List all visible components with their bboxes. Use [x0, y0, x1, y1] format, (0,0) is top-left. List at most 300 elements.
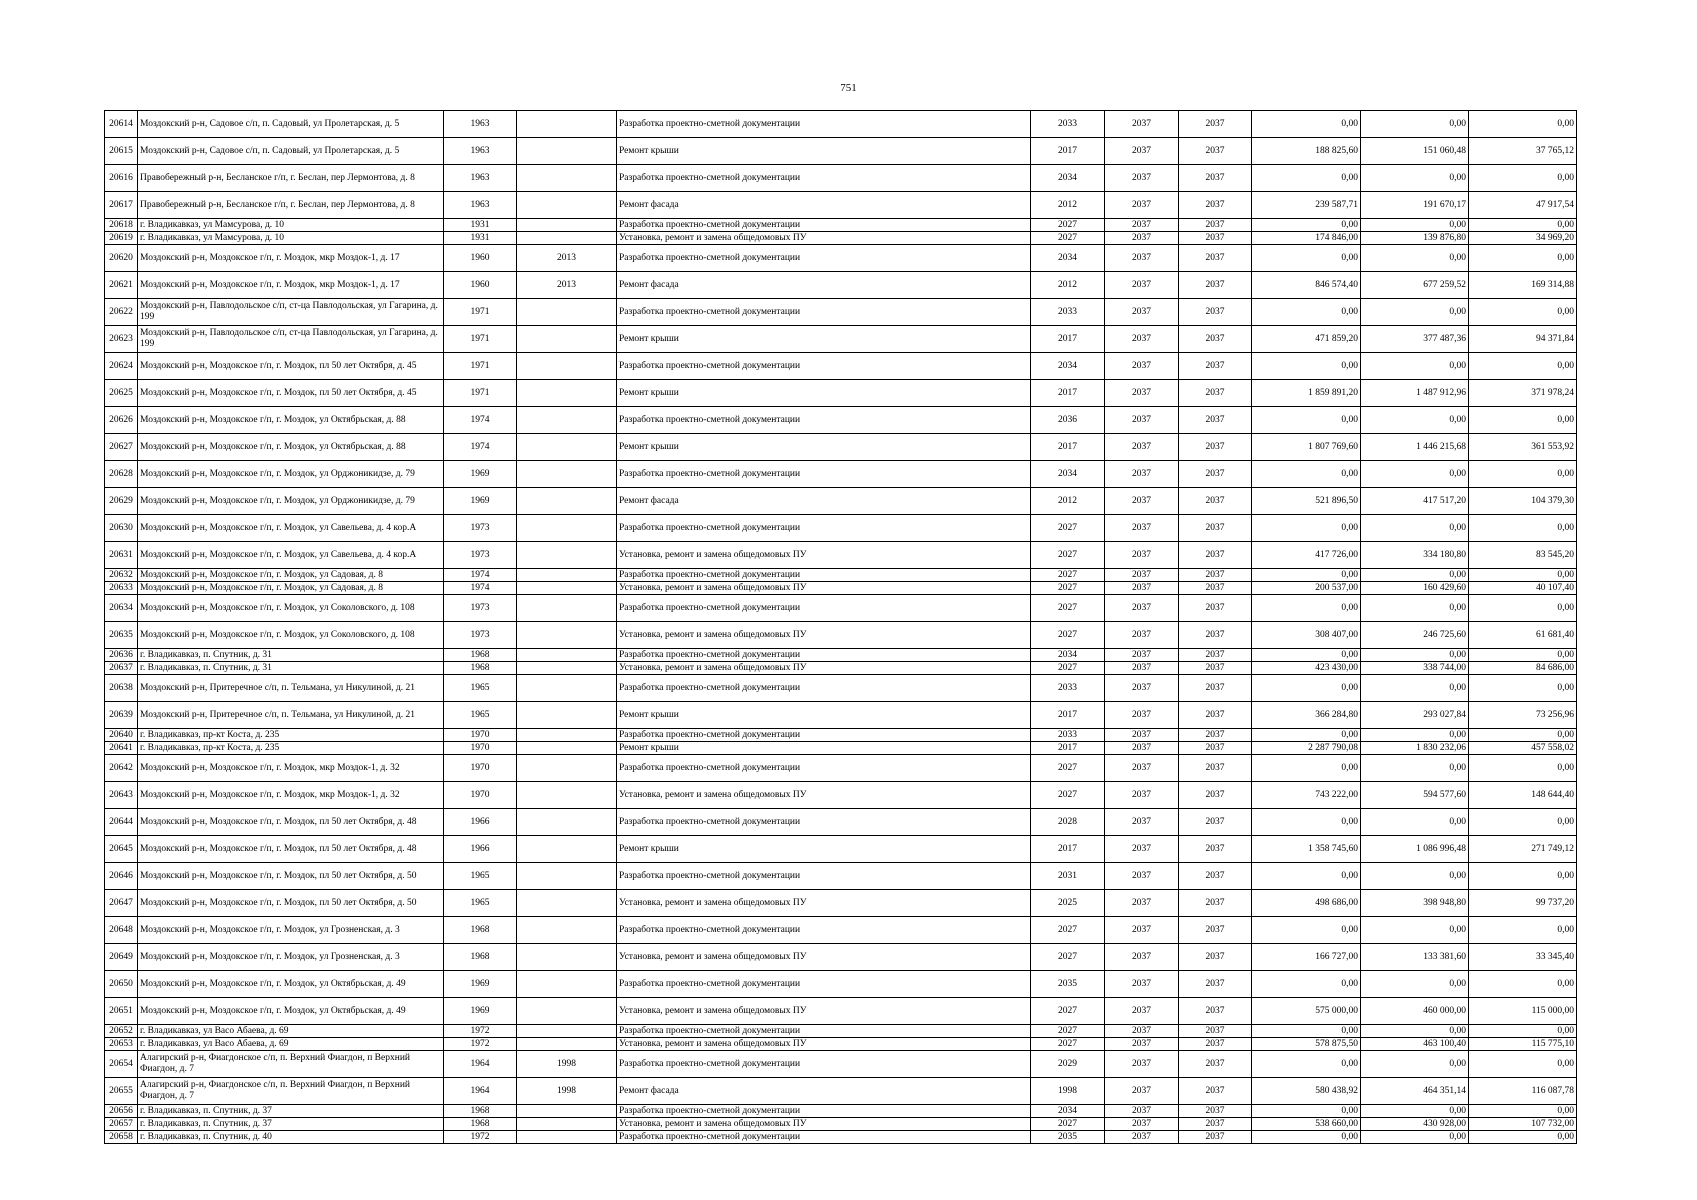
- work-type-cell: Установка, ремонт и замена общедомовых ПУ: [617, 232, 1031, 245]
- house-id-cell: 20620: [105, 245, 138, 272]
- reconstruction-year-cell: [517, 662, 617, 675]
- reconstruction-year-cell: [517, 299, 617, 326]
- planned-start-year-cell: 2037: [1105, 165, 1179, 192]
- last-repair-year-cell: 2012: [1031, 488, 1105, 515]
- other-funds-cell: 148 644,40: [1469, 782, 1577, 809]
- owners-funds-cell: 0,00: [1361, 1051, 1469, 1078]
- last-repair-year-cell: 2027: [1031, 998, 1105, 1025]
- other-funds-cell: 115 775,10: [1469, 1038, 1577, 1051]
- owners-funds-cell: 594 577,60: [1361, 782, 1469, 809]
- planned-end-year-cell: 2037: [1179, 917, 1252, 944]
- owners-funds-cell: 463 100,40: [1361, 1038, 1469, 1051]
- address-cell: Моздокский р-н, Моздокское г/п, г. Моздок, пл 50 лет Октября, д. 50: [138, 863, 444, 890]
- reconstruction-year-cell: [517, 434, 617, 461]
- work-type-cell: Установка, ремонт и замена общедомовых ПУ: [617, 782, 1031, 809]
- last-repair-year-cell: 2017: [1031, 138, 1105, 165]
- build-year-cell: 1971: [444, 353, 517, 380]
- house-id-cell: 20625: [105, 380, 138, 407]
- last-repair-year-cell: 2036: [1031, 407, 1105, 434]
- total-cost-cell: 0,00: [1252, 353, 1361, 380]
- last-repair-year-cell: 2031: [1031, 863, 1105, 890]
- table-row: [105, 488, 1577, 515]
- table-row: [105, 461, 1577, 488]
- total-cost-cell: 578 875,50: [1252, 1038, 1361, 1051]
- work-type-cell: Ремонт фасада: [617, 1078, 1031, 1105]
- work-type-cell: Установка, ремонт и замена общедомовых ПУ: [617, 998, 1031, 1025]
- planned-start-year-cell: 2037: [1105, 434, 1179, 461]
- table-row: [105, 863, 1577, 890]
- address-cell: Моздокский р-н, Павлодольское с/п, ст-ца Павлодольская, ул Гагарина, д. 199: [138, 326, 444, 353]
- last-repair-year-cell: 2027: [1031, 542, 1105, 569]
- other-funds-cell: 371 978,24: [1469, 380, 1577, 407]
- other-funds-cell: 0,00: [1469, 1025, 1577, 1038]
- build-year-cell: 1970: [444, 742, 517, 755]
- last-repair-year-cell: 2027: [1031, 782, 1105, 809]
- planned-start-year-cell: 2037: [1105, 729, 1179, 742]
- planned-end-year-cell: 2037: [1179, 890, 1252, 917]
- build-year-cell: 1969: [444, 998, 517, 1025]
- table-row: [105, 649, 1577, 662]
- total-cost-cell: 0,00: [1252, 407, 1361, 434]
- table-row: [105, 138, 1577, 165]
- planned-start-year-cell: 2037: [1105, 111, 1179, 138]
- table-row: [105, 944, 1577, 971]
- planned-start-year-cell: 2037: [1105, 232, 1179, 245]
- total-cost-cell: 0,00: [1252, 515, 1361, 542]
- table-row: [105, 165, 1577, 192]
- owners-funds-cell: 430 928,00: [1361, 1118, 1469, 1131]
- work-type-cell: Разработка проектно-сметной документации: [617, 1105, 1031, 1118]
- total-cost-cell: 200 537,00: [1252, 582, 1361, 595]
- address-cell: Моздокский р-н, Моздокское г/п, г. Моздок, мкр Моздок-1, д. 32: [138, 755, 444, 782]
- house-id-cell: 20637: [105, 662, 138, 675]
- build-year-cell: 1964: [444, 1078, 517, 1105]
- total-cost-cell: 0,00: [1252, 649, 1361, 662]
- other-funds-cell: 0,00: [1469, 515, 1577, 542]
- other-funds-cell: 0,00: [1469, 863, 1577, 890]
- last-repair-year-cell: 2034: [1031, 649, 1105, 662]
- address-cell: г. Владикавказ, п. Спутник, д. 37: [138, 1118, 444, 1131]
- last-repair-year-cell: 2027: [1031, 1038, 1105, 1051]
- address-cell: Моздокский р-н, Садовое с/п, п. Садовый, ул Пролетарская, д. 5: [138, 138, 444, 165]
- address-cell: Моздокский р-н, Моздокское г/п, г. Моздок, пл 50 лет Октября, д. 48: [138, 836, 444, 863]
- work-type-cell: Ремонт крыши: [617, 326, 1031, 353]
- table-row: [105, 434, 1577, 461]
- address-cell: г. Владикавказ, ул Васо Абаева, д. 69: [138, 1025, 444, 1038]
- other-funds-cell: 0,00: [1469, 675, 1577, 702]
- work-type-cell: Установка, ремонт и замена общедомовых ПУ: [617, 890, 1031, 917]
- planned-start-year-cell: 2037: [1105, 836, 1179, 863]
- total-cost-cell: 0,00: [1252, 461, 1361, 488]
- owners-funds-cell: 151 060,48: [1361, 138, 1469, 165]
- work-type-cell: Установка, ремонт и замена общедомовых ПУ: [617, 622, 1031, 649]
- house-id-cell: 20653: [105, 1038, 138, 1051]
- planned-end-year-cell: 2037: [1179, 998, 1252, 1025]
- build-year-cell: 1970: [444, 782, 517, 809]
- work-type-cell: Разработка проектно-сметной документации: [617, 863, 1031, 890]
- work-type-cell: Разработка проектно-сметной документации: [617, 595, 1031, 622]
- work-type-cell: Установка, ремонт и замена общедомовых ПУ: [617, 582, 1031, 595]
- reconstruction-year-cell: [517, 165, 617, 192]
- address-cell: Правобережный р-н, Бесланское г/п, г. Беслан, пер Лермонтова, д. 8: [138, 165, 444, 192]
- reconstruction-year-cell: [517, 1025, 617, 1038]
- total-cost-cell: 575 000,00: [1252, 998, 1361, 1025]
- work-type-cell: Разработка проектно-сметной документации: [617, 1131, 1031, 1144]
- planned-end-year-cell: 2037: [1179, 569, 1252, 582]
- work-type-cell: Разработка проектно-сметной документации: [617, 461, 1031, 488]
- address-cell: Моздокский р-н, Моздокское г/п, г. Моздок, ул Орджоникидзе, д. 79: [138, 488, 444, 515]
- owners-funds-cell: 0,00: [1361, 755, 1469, 782]
- planned-start-year-cell: 2037: [1105, 299, 1179, 326]
- reconstruction-year-cell: [517, 595, 617, 622]
- planned-end-year-cell: 2037: [1179, 1131, 1252, 1144]
- build-year-cell: 1931: [444, 219, 517, 232]
- table-row: [105, 326, 1577, 353]
- last-repair-year-cell: 2034: [1031, 245, 1105, 272]
- house-id-cell: 20619: [105, 232, 138, 245]
- other-funds-cell: 83 545,20: [1469, 542, 1577, 569]
- build-year-cell: 1973: [444, 595, 517, 622]
- other-funds-cell: 0,00: [1469, 729, 1577, 742]
- planned-start-year-cell: 2037: [1105, 863, 1179, 890]
- total-cost-cell: 239 587,71: [1252, 192, 1361, 219]
- reconstruction-year-cell: [517, 917, 617, 944]
- total-cost-cell: 580 438,92: [1252, 1078, 1361, 1105]
- build-year-cell: 1972: [444, 1025, 517, 1038]
- house-id-cell: 20642: [105, 755, 138, 782]
- address-cell: г. Владикавказ, п. Спутник, д. 40: [138, 1131, 444, 1144]
- reconstruction-year-cell: [517, 1131, 617, 1144]
- owners-funds-cell: 1 446 215,68: [1361, 434, 1469, 461]
- other-funds-cell: 457 558,02: [1469, 742, 1577, 755]
- total-cost-cell: 0,00: [1252, 1051, 1361, 1078]
- total-cost-cell: 0,00: [1252, 863, 1361, 890]
- house-id-cell: 20633: [105, 582, 138, 595]
- planned-end-year-cell: 2037: [1179, 582, 1252, 595]
- address-cell: г. Владикавказ, ул Васо Абаева, д. 69: [138, 1038, 444, 1051]
- last-repair-year-cell: 2033: [1031, 111, 1105, 138]
- work-type-cell: Разработка проектно-сметной документации: [617, 569, 1031, 582]
- work-type-cell: Ремонт крыши: [617, 702, 1031, 729]
- other-funds-cell: 107 732,00: [1469, 1118, 1577, 1131]
- build-year-cell: 1966: [444, 809, 517, 836]
- planned-end-year-cell: 2037: [1179, 219, 1252, 232]
- reconstruction-year-cell: [517, 461, 617, 488]
- table-row: [105, 1131, 1577, 1144]
- table-row: [105, 245, 1577, 272]
- planned-end-year-cell: 2037: [1179, 138, 1252, 165]
- planned-end-year-cell: 2037: [1179, 272, 1252, 299]
- last-repair-year-cell: 1998: [1031, 1078, 1105, 1105]
- planned-start-year-cell: 2037: [1105, 662, 1179, 675]
- other-funds-cell: 33 345,40: [1469, 944, 1577, 971]
- reconstruction-year-cell: [517, 488, 617, 515]
- planned-start-year-cell: 2037: [1105, 622, 1179, 649]
- planned-end-year-cell: 2037: [1179, 407, 1252, 434]
- other-funds-cell: 73 256,96: [1469, 702, 1577, 729]
- reconstruction-year-cell: [517, 890, 617, 917]
- house-id-cell: 20629: [105, 488, 138, 515]
- total-cost-cell: 0,00: [1252, 755, 1361, 782]
- table-row: [105, 595, 1577, 622]
- address-cell: Моздокский р-н, Моздокское г/п, г. Моздок, пл 50 лет Октября, д. 45: [138, 353, 444, 380]
- build-year-cell: 1960: [444, 272, 517, 299]
- address-cell: Моздокский р-н, Моздокское г/п, г. Моздок, ул Соколовского, д. 108: [138, 622, 444, 649]
- address-cell: Моздокский р-н, Моздокское г/п, г. Моздок, пл 50 лет Октября, д. 48: [138, 809, 444, 836]
- reconstruction-year-cell: [517, 998, 617, 1025]
- table-row: [105, 675, 1577, 702]
- planned-end-year-cell: 2037: [1179, 836, 1252, 863]
- total-cost-cell: 174 846,00: [1252, 232, 1361, 245]
- owners-funds-cell: 0,00: [1361, 515, 1469, 542]
- planned-start-year-cell: 2037: [1105, 782, 1179, 809]
- other-funds-cell: 0,00: [1469, 1051, 1577, 1078]
- last-repair-year-cell: 2027: [1031, 622, 1105, 649]
- build-year-cell: 1970: [444, 755, 517, 782]
- build-year-cell: 1969: [444, 488, 517, 515]
- last-repair-year-cell: 2012: [1031, 192, 1105, 219]
- reconstruction-year-cell: [517, 407, 617, 434]
- work-type-cell: Разработка проектно-сметной документации: [617, 515, 1031, 542]
- work-type-cell: Разработка проектно-сметной документации: [617, 353, 1031, 380]
- house-id-cell: 20658: [105, 1131, 138, 1144]
- planned-start-year-cell: 2037: [1105, 1078, 1179, 1105]
- planned-end-year-cell: 2037: [1179, 380, 1252, 407]
- reconstruction-year-cell: [517, 111, 617, 138]
- other-funds-cell: 94 371,84: [1469, 326, 1577, 353]
- address-cell: Алагирский р-н, Фиагдонское с/п, п. Верхний Фиагдон, п Верхний Фиагдон, д. 7: [138, 1078, 444, 1105]
- planned-end-year-cell: 2037: [1179, 245, 1252, 272]
- work-type-cell: Разработка проектно-сметной документации: [617, 245, 1031, 272]
- owners-funds-cell: 0,00: [1361, 111, 1469, 138]
- house-id-cell: 20643: [105, 782, 138, 809]
- planned-start-year-cell: 2037: [1105, 649, 1179, 662]
- reconstruction-year-cell: [517, 944, 617, 971]
- last-repair-year-cell: 2017: [1031, 326, 1105, 353]
- planned-end-year-cell: 2037: [1179, 1105, 1252, 1118]
- build-year-cell: 1973: [444, 622, 517, 649]
- build-year-cell: 1965: [444, 890, 517, 917]
- total-cost-cell: 166 727,00: [1252, 944, 1361, 971]
- planned-start-year-cell: 2037: [1105, 675, 1179, 702]
- work-type-cell: Разработка проектно-сметной документации: [617, 407, 1031, 434]
- planned-end-year-cell: 2037: [1179, 299, 1252, 326]
- reconstruction-year-cell: [517, 622, 617, 649]
- last-repair-year-cell: 2027: [1031, 515, 1105, 542]
- table-row: [105, 272, 1577, 299]
- other-funds-cell: 0,00: [1469, 1105, 1577, 1118]
- planned-start-year-cell: 2037: [1105, 1131, 1179, 1144]
- house-id-cell: 20647: [105, 890, 138, 917]
- planned-end-year-cell: 2037: [1179, 515, 1252, 542]
- total-cost-cell: 423 430,00: [1252, 662, 1361, 675]
- last-repair-year-cell: 2027: [1031, 755, 1105, 782]
- planned-end-year-cell: 2037: [1179, 702, 1252, 729]
- total-cost-cell: 0,00: [1252, 299, 1361, 326]
- other-funds-cell: 61 681,40: [1469, 622, 1577, 649]
- table-row: [105, 542, 1577, 569]
- other-funds-cell: 115 000,00: [1469, 998, 1577, 1025]
- owners-funds-cell: 0,00: [1361, 165, 1469, 192]
- work-type-cell: Разработка проектно-сметной документации: [617, 729, 1031, 742]
- work-type-cell: Ремонт крыши: [617, 434, 1031, 461]
- planned-end-year-cell: 2037: [1179, 1118, 1252, 1131]
- planned-end-year-cell: 2037: [1179, 1025, 1252, 1038]
- owners-funds-cell: 1 830 232,06: [1361, 742, 1469, 755]
- work-type-cell: Разработка проектно-сметной документации: [617, 675, 1031, 702]
- last-repair-year-cell: 2035: [1031, 1131, 1105, 1144]
- address-cell: Моздокский р-н, Моздокское г/п, г. Моздок, ул Грозненская, д. 3: [138, 917, 444, 944]
- last-repair-year-cell: 2033: [1031, 299, 1105, 326]
- reconstruction-year-cell: [517, 353, 617, 380]
- work-type-cell: Разработка проектно-сметной документации: [617, 165, 1031, 192]
- table-row: [105, 380, 1577, 407]
- planned-start-year-cell: 2037: [1105, 742, 1179, 755]
- address-cell: Моздокский р-н, Моздокское г/п, г. Моздок, ул Октябрьская, д. 88: [138, 407, 444, 434]
- build-year-cell: 1972: [444, 1038, 517, 1051]
- planned-start-year-cell: 2037: [1105, 272, 1179, 299]
- owners-funds-cell: 0,00: [1361, 971, 1469, 998]
- planned-start-year-cell: 2037: [1105, 326, 1179, 353]
- last-repair-year-cell: 2028: [1031, 809, 1105, 836]
- address-cell: г. Владикавказ, п. Спутник, д. 37: [138, 1105, 444, 1118]
- planned-end-year-cell: 2037: [1179, 434, 1252, 461]
- last-repair-year-cell: 2029: [1031, 1051, 1105, 1078]
- table-row: [105, 890, 1577, 917]
- address-cell: Моздокский р-н, Моздокское г/п, г. Моздок, ул Садовая, д. 8: [138, 569, 444, 582]
- table-row: [105, 1118, 1577, 1131]
- total-cost-cell: 538 660,00: [1252, 1118, 1361, 1131]
- reconstruction-year-cell: [517, 542, 617, 569]
- reconstruction-year-cell: [517, 515, 617, 542]
- work-type-cell: Разработка проектно-сметной документации: [617, 1025, 1031, 1038]
- other-funds-cell: 0,00: [1469, 649, 1577, 662]
- reconstruction-year-cell: [517, 192, 617, 219]
- work-type-cell: Разработка проектно-сметной документации: [617, 755, 1031, 782]
- house-id-cell: 20657: [105, 1118, 138, 1131]
- address-cell: Моздокский р-н, Притеречное с/п, п. Тельмана, ул Никулиной, д. 21: [138, 675, 444, 702]
- planned-end-year-cell: 2037: [1179, 111, 1252, 138]
- build-year-cell: 1974: [444, 569, 517, 582]
- owners-funds-cell: 464 351,14: [1361, 1078, 1469, 1105]
- total-cost-cell: 0,00: [1252, 675, 1361, 702]
- address-cell: Моздокский р-н, Моздокское г/п, г. Моздок, ул Соколовского, д. 108: [138, 595, 444, 622]
- house-id-cell: 20638: [105, 675, 138, 702]
- planned-end-year-cell: 2037: [1179, 1078, 1252, 1105]
- other-funds-cell: 0,00: [1469, 917, 1577, 944]
- last-repair-year-cell: 2017: [1031, 702, 1105, 729]
- build-year-cell: 1969: [444, 971, 517, 998]
- build-year-cell: 1964: [444, 1051, 517, 1078]
- build-year-cell: 1968: [444, 649, 517, 662]
- total-cost-cell: 0,00: [1252, 111, 1361, 138]
- table-row: [105, 1051, 1577, 1078]
- owners-funds-cell: 246 725,60: [1361, 622, 1469, 649]
- build-year-cell: 1971: [444, 380, 517, 407]
- planned-start-year-cell: 2037: [1105, 488, 1179, 515]
- owners-funds-cell: 0,00: [1361, 461, 1469, 488]
- house-id-cell: 20618: [105, 219, 138, 232]
- table-row: [105, 729, 1577, 742]
- owners-funds-cell: 0,00: [1361, 1131, 1469, 1144]
- table-row: [105, 1105, 1577, 1118]
- house-id-cell: 20622: [105, 299, 138, 326]
- table-row: [105, 622, 1577, 649]
- build-year-cell: 1960: [444, 245, 517, 272]
- address-cell: Алагирский р-н, Фиагдонское с/п, п. Верхний Фиагдон, п Верхний Фиагдон, д. 7: [138, 1051, 444, 1078]
- other-funds-cell: 99 737,20: [1469, 890, 1577, 917]
- work-type-cell: Ремонт крыши: [617, 836, 1031, 863]
- planned-end-year-cell: 2037: [1179, 326, 1252, 353]
- work-type-cell: Разработка проектно-сметной документации: [617, 649, 1031, 662]
- planned-end-year-cell: 2037: [1179, 192, 1252, 219]
- other-funds-cell: 0,00: [1469, 353, 1577, 380]
- house-id-cell: 20648: [105, 917, 138, 944]
- work-type-cell: Ремонт фасада: [617, 488, 1031, 515]
- reconstruction-year-cell: [517, 138, 617, 165]
- owners-funds-cell: 0,00: [1361, 863, 1469, 890]
- total-cost-cell: 0,00: [1252, 729, 1361, 742]
- reconstruction-year-cell: [517, 1105, 617, 1118]
- address-cell: Моздокский р-н, Садовое с/п, п. Садовый, ул Пролетарская, д. 5: [138, 111, 444, 138]
- other-funds-cell: 0,00: [1469, 755, 1577, 782]
- address-cell: Моздокский р-н, Моздокское г/п, г. Моздок, ул Октябрьская, д. 49: [138, 971, 444, 998]
- table-row: [105, 569, 1577, 582]
- last-repair-year-cell: 2017: [1031, 380, 1105, 407]
- address-cell: Моздокский р-н, Моздокское г/п, г. Моздок, мкр Моздок-1, д. 32: [138, 782, 444, 809]
- other-funds-cell: 116 087,78: [1469, 1078, 1577, 1105]
- work-type-cell: Разработка проектно-сметной документации: [617, 809, 1031, 836]
- reconstruction-year-cell: [517, 649, 617, 662]
- table-row: [105, 742, 1577, 755]
- last-repair-year-cell: 2027: [1031, 569, 1105, 582]
- build-year-cell: 1965: [444, 863, 517, 890]
- reconstruction-year-cell: [517, 742, 617, 755]
- address-cell: Моздокский р-н, Моздокское г/п, г. Моздок, пл 50 лет Октября, д. 50: [138, 890, 444, 917]
- work-type-cell: Установка, ремонт и замена общедомовых ПУ: [617, 1038, 1031, 1051]
- address-cell: Моздокский р-н, Моздокское г/п, г. Моздок, ул Грозненская, д. 3: [138, 944, 444, 971]
- total-cost-cell: 0,00: [1252, 1025, 1361, 1038]
- build-year-cell: 1963: [444, 111, 517, 138]
- build-year-cell: 1966: [444, 836, 517, 863]
- planned-end-year-cell: 2037: [1179, 488, 1252, 515]
- reconstruction-year-cell: [517, 836, 617, 863]
- build-year-cell: 1973: [444, 515, 517, 542]
- total-cost-cell: 2 287 790,08: [1252, 742, 1361, 755]
- total-cost-cell: 521 896,50: [1252, 488, 1361, 515]
- other-funds-cell: 0,00: [1469, 299, 1577, 326]
- house-id-cell: 20617: [105, 192, 138, 219]
- build-year-cell: 1968: [444, 1105, 517, 1118]
- last-repair-year-cell: 2034: [1031, 461, 1105, 488]
- build-year-cell: 1974: [444, 582, 517, 595]
- table-row: [105, 755, 1577, 782]
- build-year-cell: 1968: [444, 944, 517, 971]
- reconstruction-year-cell: [517, 380, 617, 407]
- owners-funds-cell: 133 381,60: [1361, 944, 1469, 971]
- address-cell: Моздокский р-н, Моздокское г/п, г. Моздок, ул Октябрьская, д. 88: [138, 434, 444, 461]
- reconstruction-year-cell: [517, 326, 617, 353]
- total-cost-cell: 0,00: [1252, 809, 1361, 836]
- total-cost-cell: 1 859 891,20: [1252, 380, 1361, 407]
- owners-funds-cell: 0,00: [1361, 729, 1469, 742]
- table-row: [105, 582, 1577, 595]
- build-year-cell: 1968: [444, 662, 517, 675]
- address-cell: г. Владикавказ, п. Спутник, д. 31: [138, 662, 444, 675]
- reconstruction-year-cell: [517, 675, 617, 702]
- other-funds-cell: 104 379,30: [1469, 488, 1577, 515]
- table-row: [105, 662, 1577, 675]
